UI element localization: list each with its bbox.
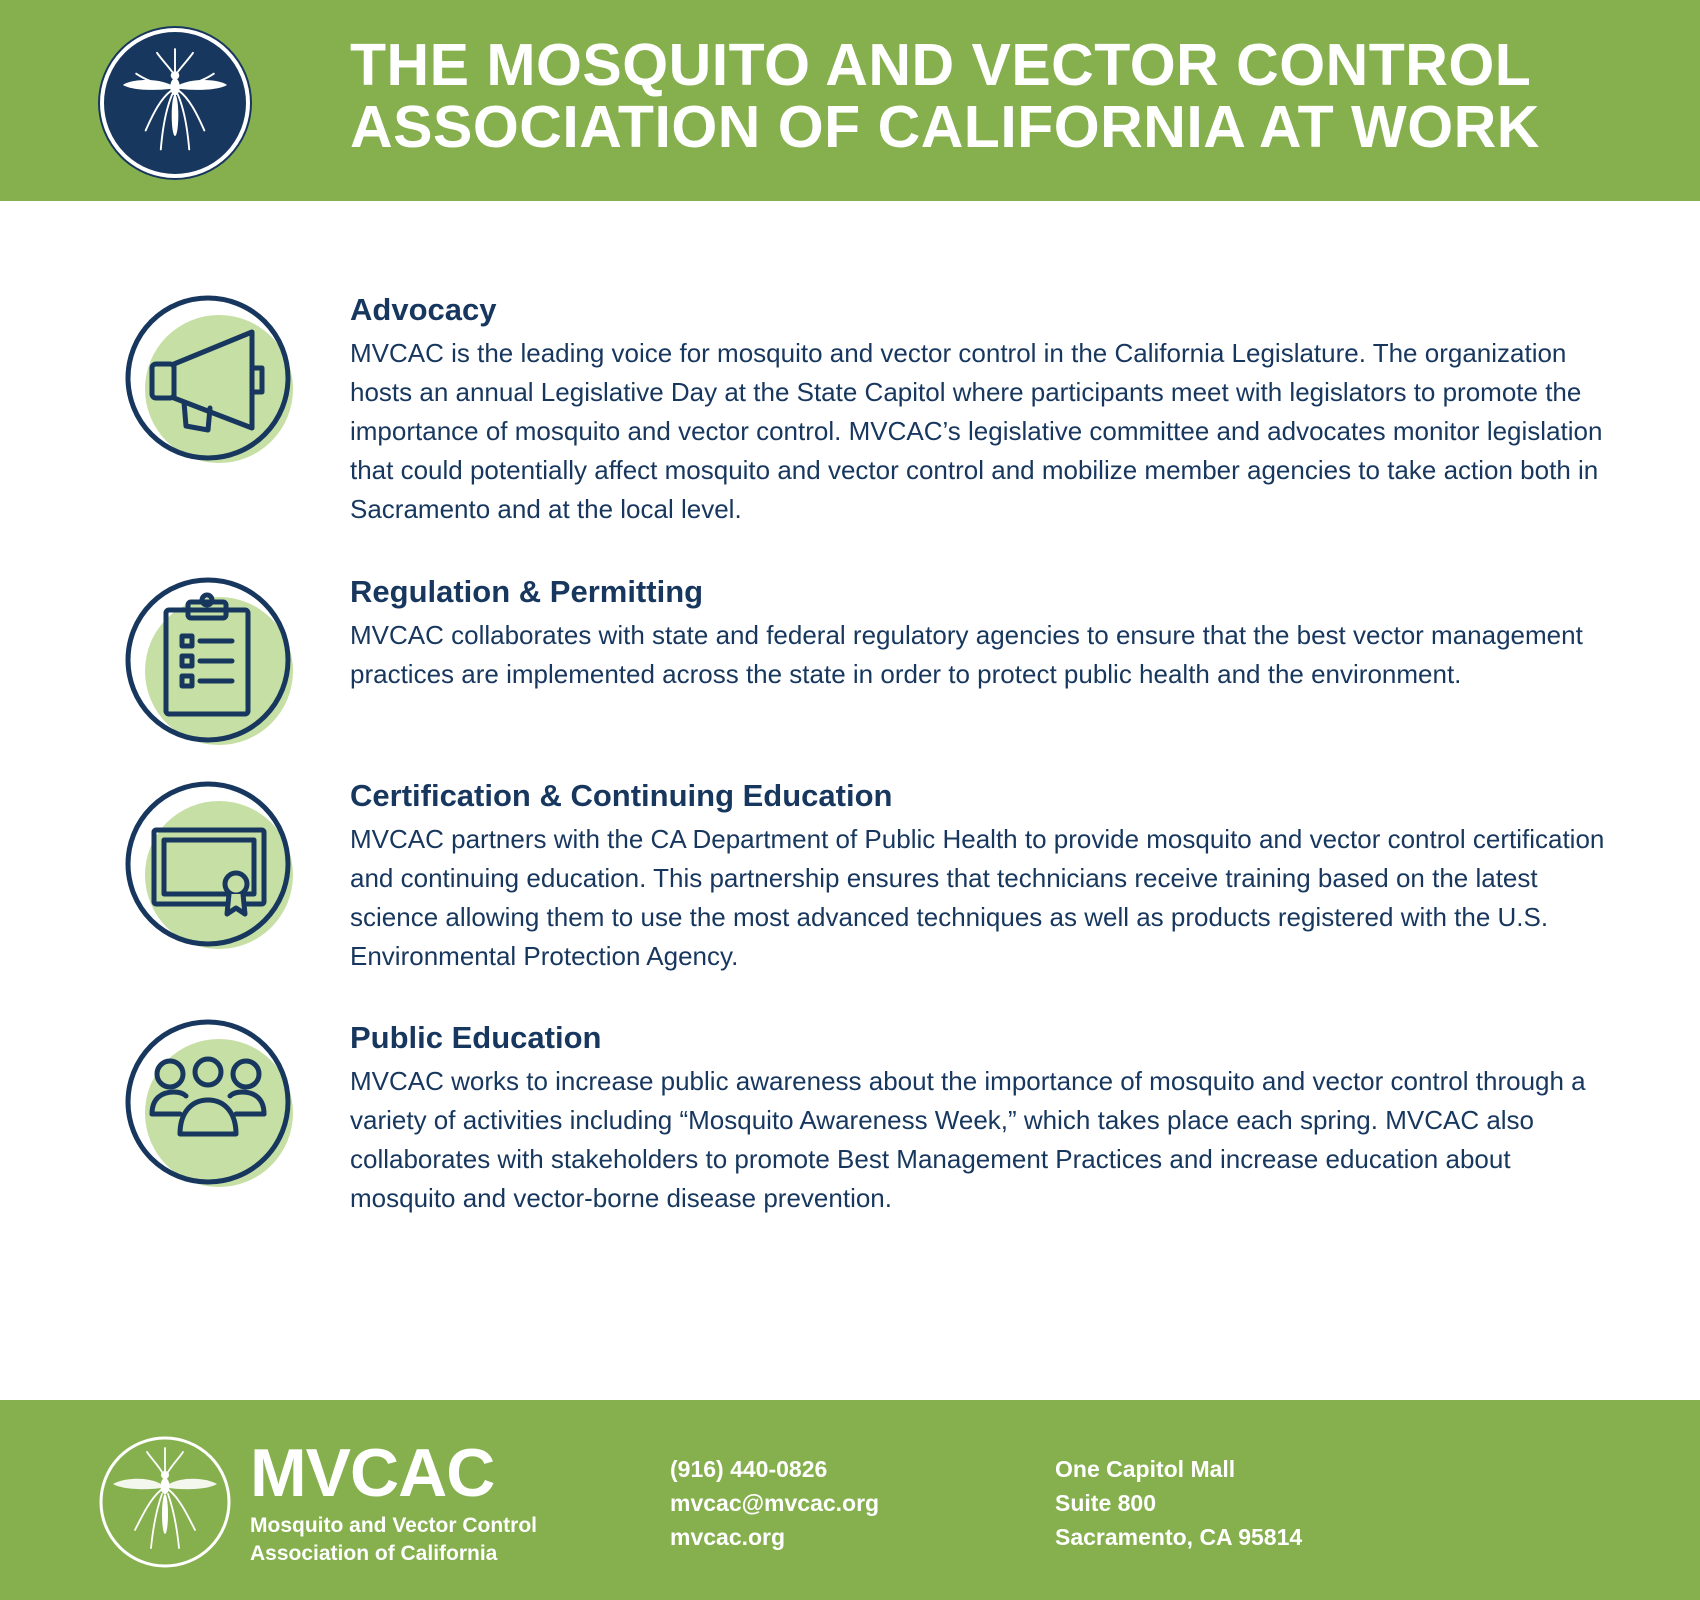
header-logo [100, 28, 250, 178]
section-body: MVCAC works to increase public awareness about the importance of mosquito and vector control through a variety of activities including “Mosquito Awareness Week,” which takes place each spring. MVCAC also collaborates with stakeholders to promote Best Management Practices and increase education about mosquito and vector-borne disease prevention. [350, 1066, 1586, 1213]
advocacy-text [350, 290, 1620, 529]
footer [0, 1400, 1700, 1600]
public-education-icon-badge [124, 1018, 299, 1193]
section-heading: Regulation & Permitting [350, 574, 704, 609]
certification-text [350, 776, 1620, 976]
regulation-icon-badge [124, 576, 299, 751]
brand-subtitle-line-2: Association of California [250, 1542, 498, 1565]
section-body: MVCAC partners with the CA Department of Public Health to provide mosquito and vector control certification and continuing education. This partnership ensures that technicians receive training based on the latest science allowing them to use the most advanced techniques as well as products registered with the U.S. Environmental Protection Agency. [350, 824, 1605, 971]
address-line-2: Suite 800 [1055, 1490, 1156, 1516]
footer-logo [97, 1434, 233, 1570]
mosquito-icon [97, 1434, 233, 1570]
title-line-1: THE MOSQUITO AND VECTOR CONTROL [350, 32, 1532, 98]
mailing-address [1055, 1452, 1302, 1554]
website-link[interactable]: mvcac.org [670, 1524, 786, 1550]
regulation-text [350, 572, 1620, 694]
contact-info [670, 1452, 879, 1554]
public-education-text [350, 1018, 1620, 1218]
page-title [350, 34, 1670, 158]
clipboard-checklist-icon [124, 576, 299, 751]
section-heading: Public Education [350, 1020, 602, 1055]
megaphone-icon [124, 294, 299, 469]
title-line-2: ASSOCIATION OF CALIFORNIA AT WORK [350, 94, 1540, 160]
brand-subtitle [250, 1512, 537, 1568]
phone-number[interactable]: (916) 440-0826 [670, 1456, 828, 1482]
brand-subtitle-line-1: Mosquito and Vector Control [250, 1514, 537, 1537]
certification-icon-badge [124, 780, 299, 955]
section-body: MVCAC collaborates with state and federal regulatory agencies to ensure that the best vector management practices are implemented across the state in order to protect public health and the environment. [350, 620, 1583, 689]
section-body: MVCAC is the leading voice for mosquito and vector control in the California Legislature. The organization hosts an annual Legislative Day at the State Capitol where participants meet with legislators to promote the importance of mosquito and vector control. MVCAC’s legislative committee and advocates monitor legislation that could potentially affect mosquito and vector control and mobilize member agencies to take action both in Sacramento and at the local level. [350, 338, 1603, 524]
section-heading: Advocacy [350, 292, 497, 327]
people-group-icon [124, 1018, 299, 1193]
section-heading: Certification & Continuing Education [350, 778, 893, 813]
brand-name: MVCAC [250, 1435, 495, 1511]
advocacy-icon-badge [124, 294, 299, 469]
address-line-1: One Capitol Mall [1055, 1456, 1236, 1482]
header-banner [0, 0, 1700, 201]
email-link[interactable]: mvcac@mvcac.org [670, 1490, 880, 1516]
mosquito-icon [104, 32, 246, 174]
address-line-3: Sacramento, CA 95814 [1055, 1524, 1303, 1550]
certificate-icon [124, 780, 299, 955]
